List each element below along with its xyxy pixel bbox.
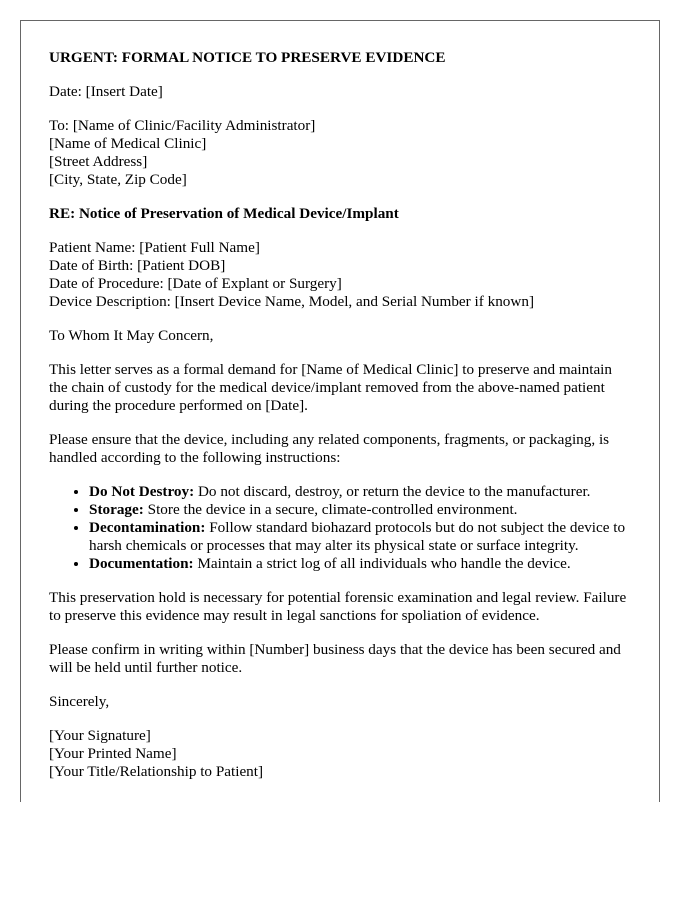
subject-line: RE: Notice of Preservation of Medical Device/Implant <box>49 205 399 222</box>
instruction-list <box>49 483 631 573</box>
patient-info-line: Device Description: [Insert Device Name, Model, and Serial Number if known] <box>49 293 534 310</box>
patient-info-line: Date of Birth: [Patient DOB] <box>49 257 226 274</box>
patient-info-line: Date of Procedure: [Date of Explant or Surgery] <box>49 275 342 292</box>
patient-info <box>49 239 631 311</box>
recipient-line: [City, State, Zip Code] <box>49 171 187 188</box>
patient-info-line: Patient Name: [Patient Full Name] <box>49 239 260 256</box>
date-line: Date: [Insert Date] <box>49 83 163 100</box>
signature-block <box>49 727 631 781</box>
instruction-text: Store the device in a secure, climate-controlled environment. <box>143 501 518 518</box>
body-paragraph: Please confirm in writing within [Number] business days that the device has been secured and will be held until further notice. <box>49 641 621 676</box>
instruction-text: Maintain a strict log of all individuals who handle the device. <box>193 555 571 572</box>
title-line: [Your Title/Relationship to Patient] <box>49 763 264 780</box>
body-paragraph: This letter serves as a formal demand for [Name of Medical Clinic] to preserve and maintain the chain of custody for the medical device/implant removed from the above-named patient during the procedure performed on [Date]. <box>49 361 612 414</box>
instruction-item <box>89 483 631 501</box>
recipient-address <box>49 117 631 189</box>
closing: Sincerely, <box>49 693 110 710</box>
body-paragraph: Please ensure that the device, including any related components, fragments, or packaging, is handled according to the following instructions: <box>49 431 610 466</box>
instruction-term: Decontamination: <box>89 519 206 536</box>
salutation: To Whom It May Concern, <box>49 327 214 344</box>
body-paragraph: This preservation hold is necessary for potential forensic examination and legal review. Failure to preserve this evidence may result in legal sanctions for spoliation of evidence. <box>49 589 627 624</box>
instruction-item <box>89 519 631 555</box>
letter-page <box>20 20 660 802</box>
recipient-line: [Street Address] <box>49 153 148 170</box>
signature-line: [Your Signature] <box>49 727 151 744</box>
instruction-text: Do not discard, destroy, or return the device to the manufacturer. <box>194 483 591 500</box>
instruction-term: Do Not Destroy: <box>89 483 195 500</box>
recipient-line: To: [Name of Clinic/Facility Administrator] <box>49 117 316 134</box>
letter-title: URGENT: FORMAL NOTICE TO PRESERVE EVIDENCE <box>49 49 446 66</box>
recipient-line: [Name of Medical Clinic] <box>49 135 207 152</box>
printed-name-line: [Your Printed Name] <box>49 745 177 762</box>
instruction-item <box>89 555 631 573</box>
instruction-item <box>89 501 631 519</box>
instruction-term: Storage: <box>89 501 144 518</box>
instruction-text: Follow standard biohazard protocols but do not subject the device to harsh chemicals or processes that may alter its physical state or surface integrity. <box>89 519 626 554</box>
instruction-term: Documentation: <box>89 555 194 572</box>
